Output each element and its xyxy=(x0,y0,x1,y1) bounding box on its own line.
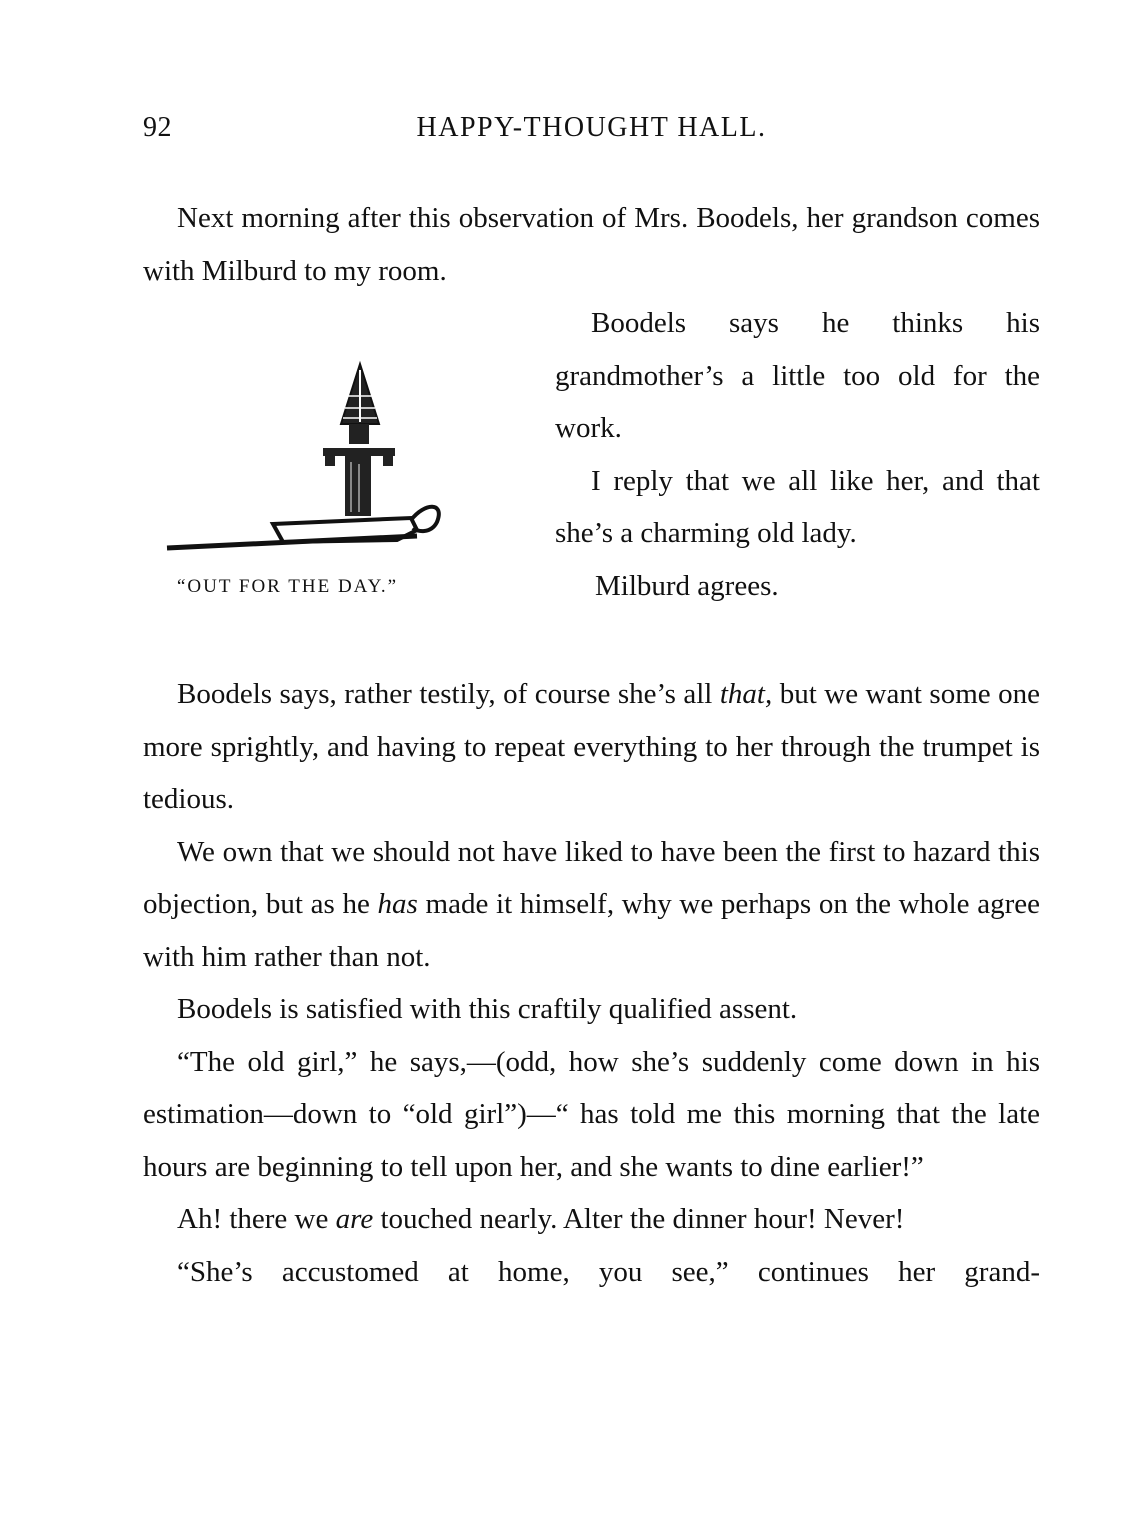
text-run: We own that we should not have liked to have been the first to hazard this objection, but as he xyxy=(143,835,1040,920)
paragraph: Milburd agrees. xyxy=(595,569,779,602)
paragraph: I reply that we all like her, and that she’s a charming old lady. xyxy=(555,464,1040,549)
running-title: HAPPY-THOUGHT HALL. xyxy=(416,112,767,143)
emphasis: has xyxy=(377,888,418,920)
figure-caption: “OUT FOR THE DAY.” xyxy=(177,576,399,597)
paragraph: Boodels is satisfied with this craftily qualified assent. xyxy=(177,993,798,1025)
paragraph: “She’s accustomed at home, you see,” continues her grand- xyxy=(177,1255,1040,1288)
emphasis: that, xyxy=(719,678,773,710)
text-run: but we want some one more sprightly, and having to repeat everything to her through the trumpet is tedious. xyxy=(143,678,1040,815)
text-block-top xyxy=(143,192,1040,297)
text-run: Ah! there we xyxy=(177,1203,336,1235)
candlestick-icon xyxy=(165,352,455,562)
page-number: 92 xyxy=(143,112,172,143)
emphasis: are xyxy=(335,1203,374,1235)
text-run: touched nearly. Alter the dinner hour! Never! xyxy=(373,1203,905,1235)
text-run: Boodels says, rather testily, of course she’s all xyxy=(177,678,720,710)
paragraph: “The old girl,” he says,—(odd, how she’s suddenly come down in his estimation—down to “old girl”)—“ has told me this morning that the late hours are beginning to tell upon her, and she wants to dine earlier!” xyxy=(143,1045,1040,1183)
running-head xyxy=(143,112,1040,152)
side-column xyxy=(555,297,1040,612)
paragraph: Boodels says he thinks his grandmother’s a little too old for the work. xyxy=(555,307,1040,444)
paragraph xyxy=(143,826,1040,984)
paragraph xyxy=(143,1193,1040,1246)
paragraph: Next morning after this observation of Mrs. Boodels, her grandson comes with Milburd to my room. xyxy=(143,202,1040,287)
figure-candlestick xyxy=(165,352,455,612)
text-run: made it himself, why we perhaps on the whole agree with him rather than not. xyxy=(143,888,1040,973)
text-block-main xyxy=(143,668,1040,1298)
paragraph xyxy=(143,668,1040,826)
